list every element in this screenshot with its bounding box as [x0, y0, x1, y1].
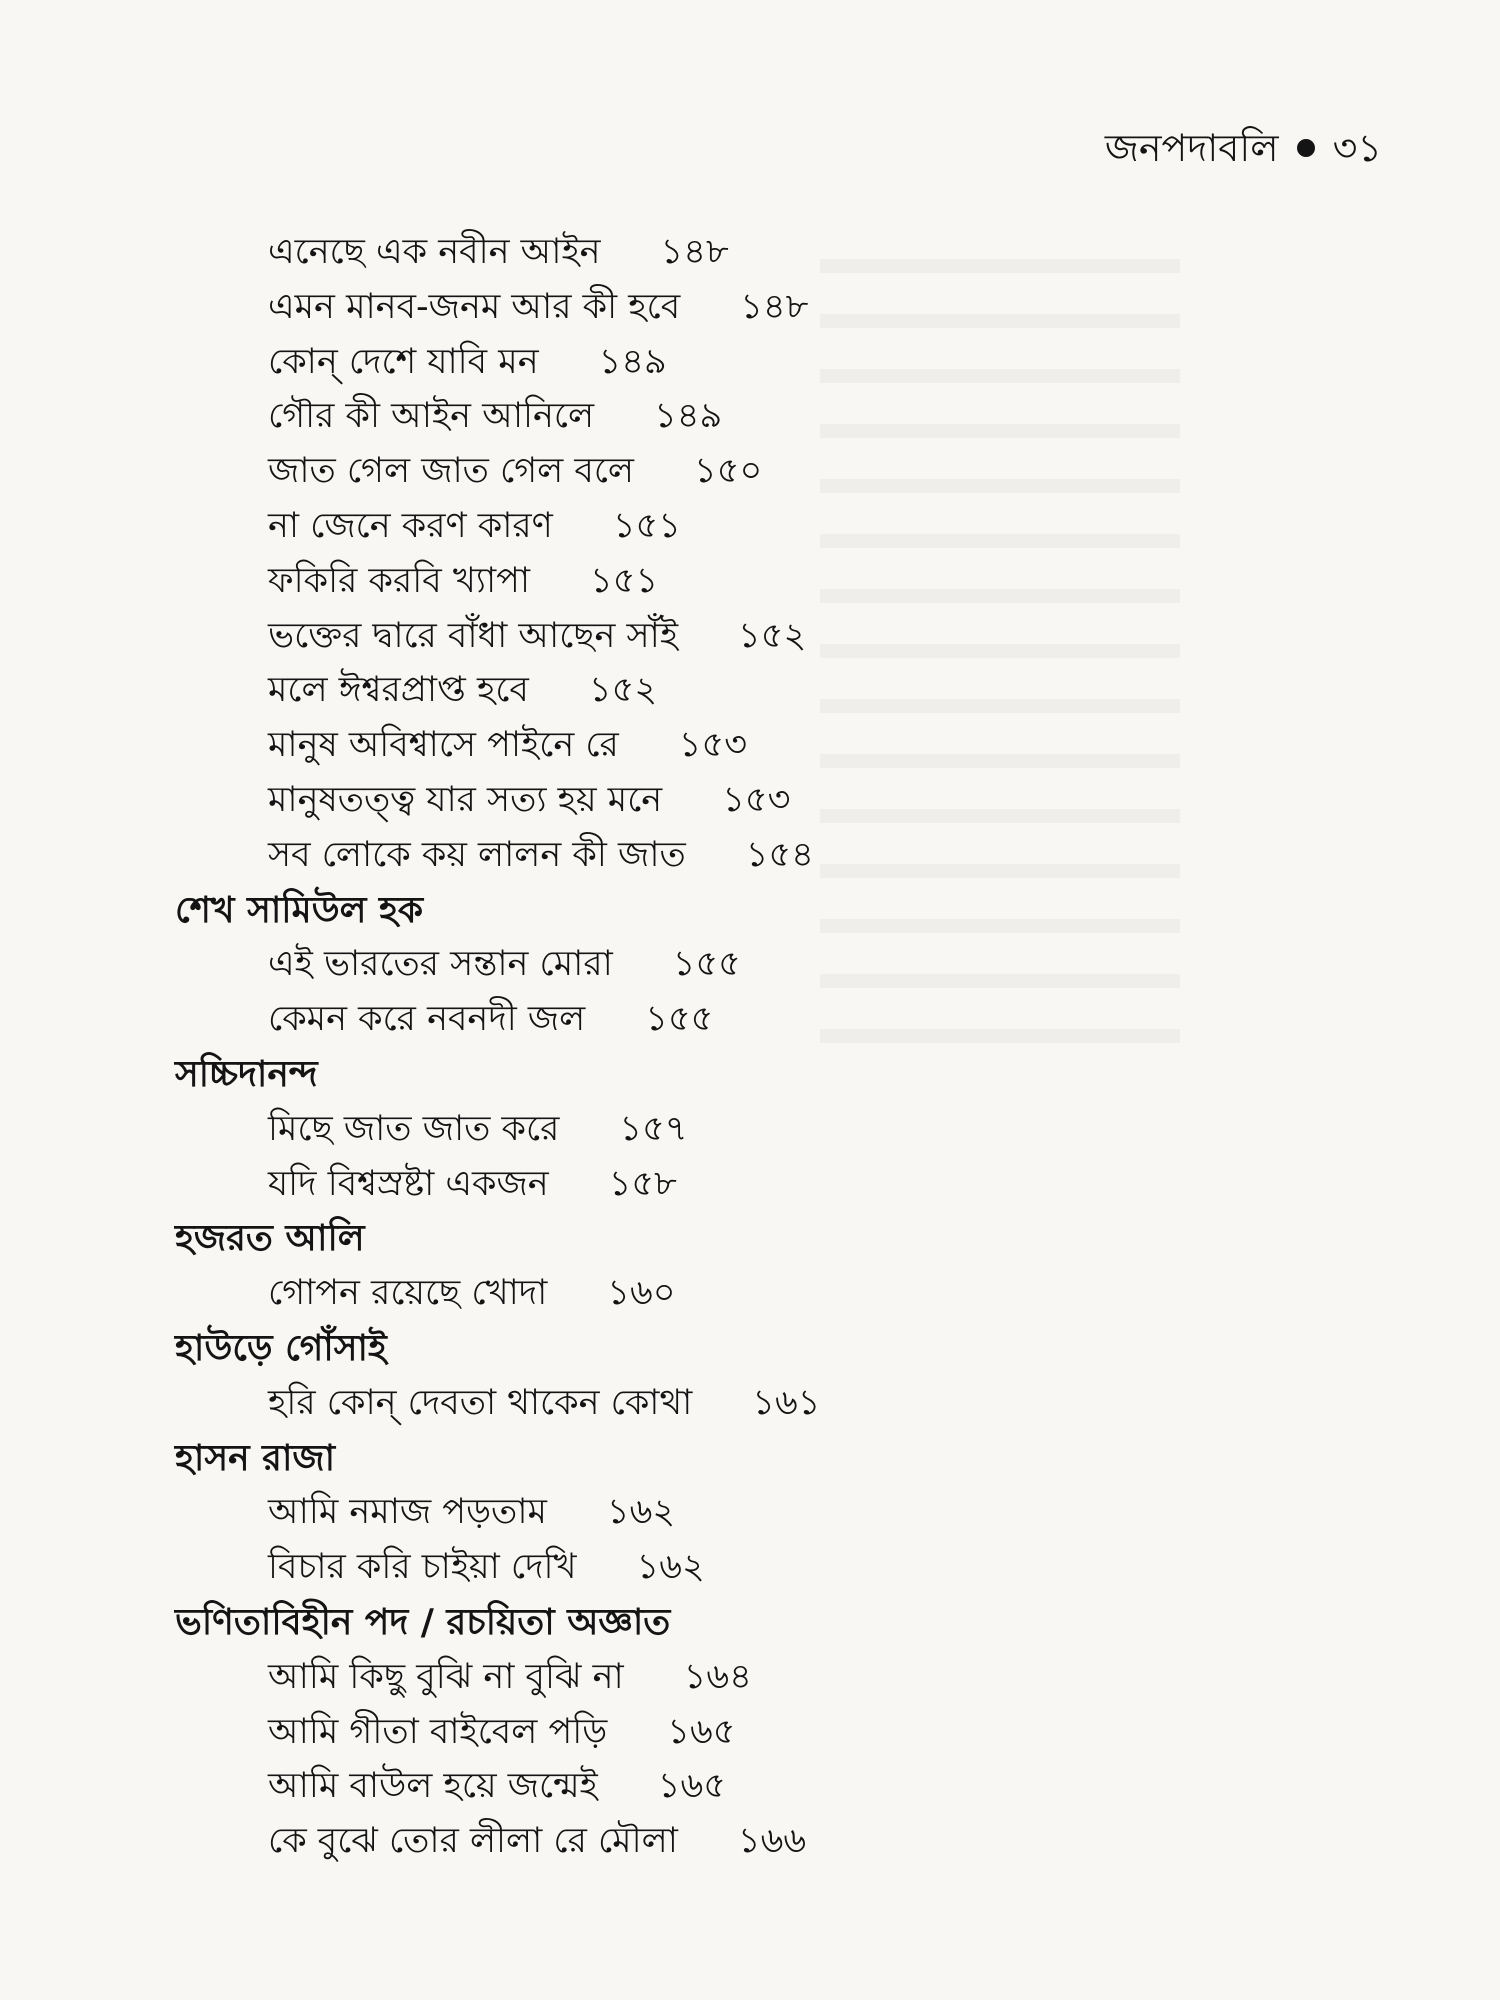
toc-entry — [0, 225, 729, 280]
entry-title: কে বুঝে তোর লীলা রে মৌলা — [268, 1821, 678, 1862]
entry-title: ভক্তের দ্বারে বাঁধা আছেন সাঁই — [268, 615, 679, 656]
entry-page-number: ১৬০ — [607, 1273, 676, 1314]
entry-title: এমন মানব-জনম আর কী হবে — [268, 286, 681, 327]
toc-entry — [0, 663, 657, 718]
entry-page-number: ১৫৩ — [678, 725, 747, 766]
author-heading: শেখ সামিউল হক — [175, 889, 424, 931]
entry-page-number: ১৪৮ — [740, 286, 809, 327]
toc-entry — [0, 335, 667, 390]
entry-page-number: ১৫৫ — [645, 999, 714, 1040]
entry-page-number: ১৬৪ — [683, 1656, 752, 1697]
toc-entry — [0, 389, 722, 444]
entry-page-number: ১৫০ — [694, 451, 763, 492]
entry-title: জাত গেল জাত গেল বলে — [268, 451, 635, 492]
toc-entry — [0, 1705, 735, 1760]
entry-title: যদি বিশ্বস্রষ্টা একজন — [268, 1163, 549, 1204]
entry-title: মানুষতত্ত্ব যার সত্য হয় মনে — [268, 780, 663, 820]
entry-title: আমি গীতা বাইবেল পড়ি — [268, 1711, 608, 1752]
author-heading: হাউড়ে গোঁসাই — [175, 1328, 387, 1369]
bullet-separator — [1297, 139, 1315, 157]
running-header — [1105, 122, 1382, 174]
toc-entry — [0, 554, 658, 609]
entry-title: কেমন করে নবনদী জল — [268, 999, 586, 1040]
entry-page-number: ১৬৫ — [657, 1766, 726, 1807]
entry-title: বিচার করি চাইয়া দেখি — [268, 1547, 577, 1588]
entry-page-number: ১৪৯ — [654, 396, 723, 437]
entry-title: আমি নমাজ পড়তাম — [268, 1492, 547, 1533]
author-heading: ভণিতাবিহীন পদ / রচয়িতা অজ্ঞাত — [175, 1602, 671, 1643]
entry-title: এই ভারতের সন্তান মোরা — [268, 944, 613, 985]
entry-page-number: ১৫৪ — [745, 834, 814, 875]
entry-title: এনেছে এক নবীন আইন — [268, 232, 601, 272]
entry-page-number: ১৬২ — [636, 1547, 705, 1588]
toc-entry — [0, 1376, 820, 1431]
toc-entry — [0, 1485, 675, 1540]
toc-entry — [0, 499, 681, 554]
toc-entry — [0, 1540, 705, 1595]
toc-entry — [0, 1157, 677, 1212]
entry-title: আমি কিছু বুঝি না বুঝি না — [268, 1656, 624, 1697]
toc-entry — [0, 773, 790, 828]
entry-title: না জেনে করণ কারণ — [268, 506, 553, 546]
toc-entry — [0, 444, 762, 499]
entry-title: কোন্ দেশে যাবি মন — [268, 341, 539, 382]
toc-entry — [0, 1102, 688, 1157]
entry-page-number: ১৫২ — [588, 670, 658, 711]
author-heading: হাসন রাজা — [175, 1437, 336, 1479]
entry-page-number: ১৬৬ — [737, 1821, 807, 1862]
entry-title: গোপন রয়েছে খোদা — [268, 1273, 548, 1314]
running-header-title: জনপদাবলি — [1104, 126, 1279, 170]
toc-entry — [0, 828, 814, 883]
entry-title: আমি বাউল হয়ে জন্মেই — [268, 1766, 598, 1807]
toc-entry — [0, 992, 713, 1047]
toc-entry — [0, 1759, 726, 1814]
entry-page-number: ১৫৭ — [619, 1108, 688, 1149]
entry-title: মানুষ অবিশ্বাসে পাইনে রে — [268, 725, 619, 766]
page-number: ৩১ — [1332, 126, 1382, 170]
entry-title: মিছে জাত জাত করে — [268, 1108, 560, 1149]
entry-page-number: ১৫৩ — [722, 780, 791, 820]
toc-entry — [0, 1814, 806, 1869]
entry-page-number: ১৬২ — [606, 1492, 676, 1533]
author-heading: সচ্চিদানন্দ — [175, 1054, 318, 1095]
entry-page-number: ১৬১ — [752, 1382, 821, 1423]
entry-title: হরি কোন্ দেবতা থাকেন কোথা — [268, 1382, 693, 1423]
toc-entry — [0, 937, 741, 992]
entry-page-number: ১৫১ — [612, 506, 681, 546]
entry-title: মলে ঈশ্বরপ্রাপ্ত হবে — [268, 670, 529, 711]
entry-title: সব লোকে কয় লালন কী জাত — [268, 834, 686, 875]
author-heading: হজরত আলি — [175, 1218, 365, 1260]
entry-title: গৌর কী আইন আনিলে — [268, 396, 595, 437]
entry-page-number: ১৫১ — [590, 560, 659, 601]
toc-entry — [0, 1650, 752, 1705]
entry-page-number: ১৫৮ — [608, 1163, 677, 1204]
toc-entry — [0, 609, 806, 664]
bleed-through-texture — [820, 225, 1180, 1075]
entry-title: ফকিরি করবি খ্যাপা — [268, 560, 531, 601]
entry-page-number: ১৪৯ — [598, 341, 667, 382]
entry-page-number: ১৬৫ — [667, 1711, 736, 1752]
toc-entry — [0, 280, 808, 335]
toc-entry — [0, 718, 747, 773]
entry-page-number: ১৫২ — [738, 615, 807, 656]
toc-entry — [0, 1266, 676, 1321]
entry-page-number: ১৫৫ — [672, 944, 741, 985]
entry-page-number: ১৪৮ — [660, 232, 729, 272]
